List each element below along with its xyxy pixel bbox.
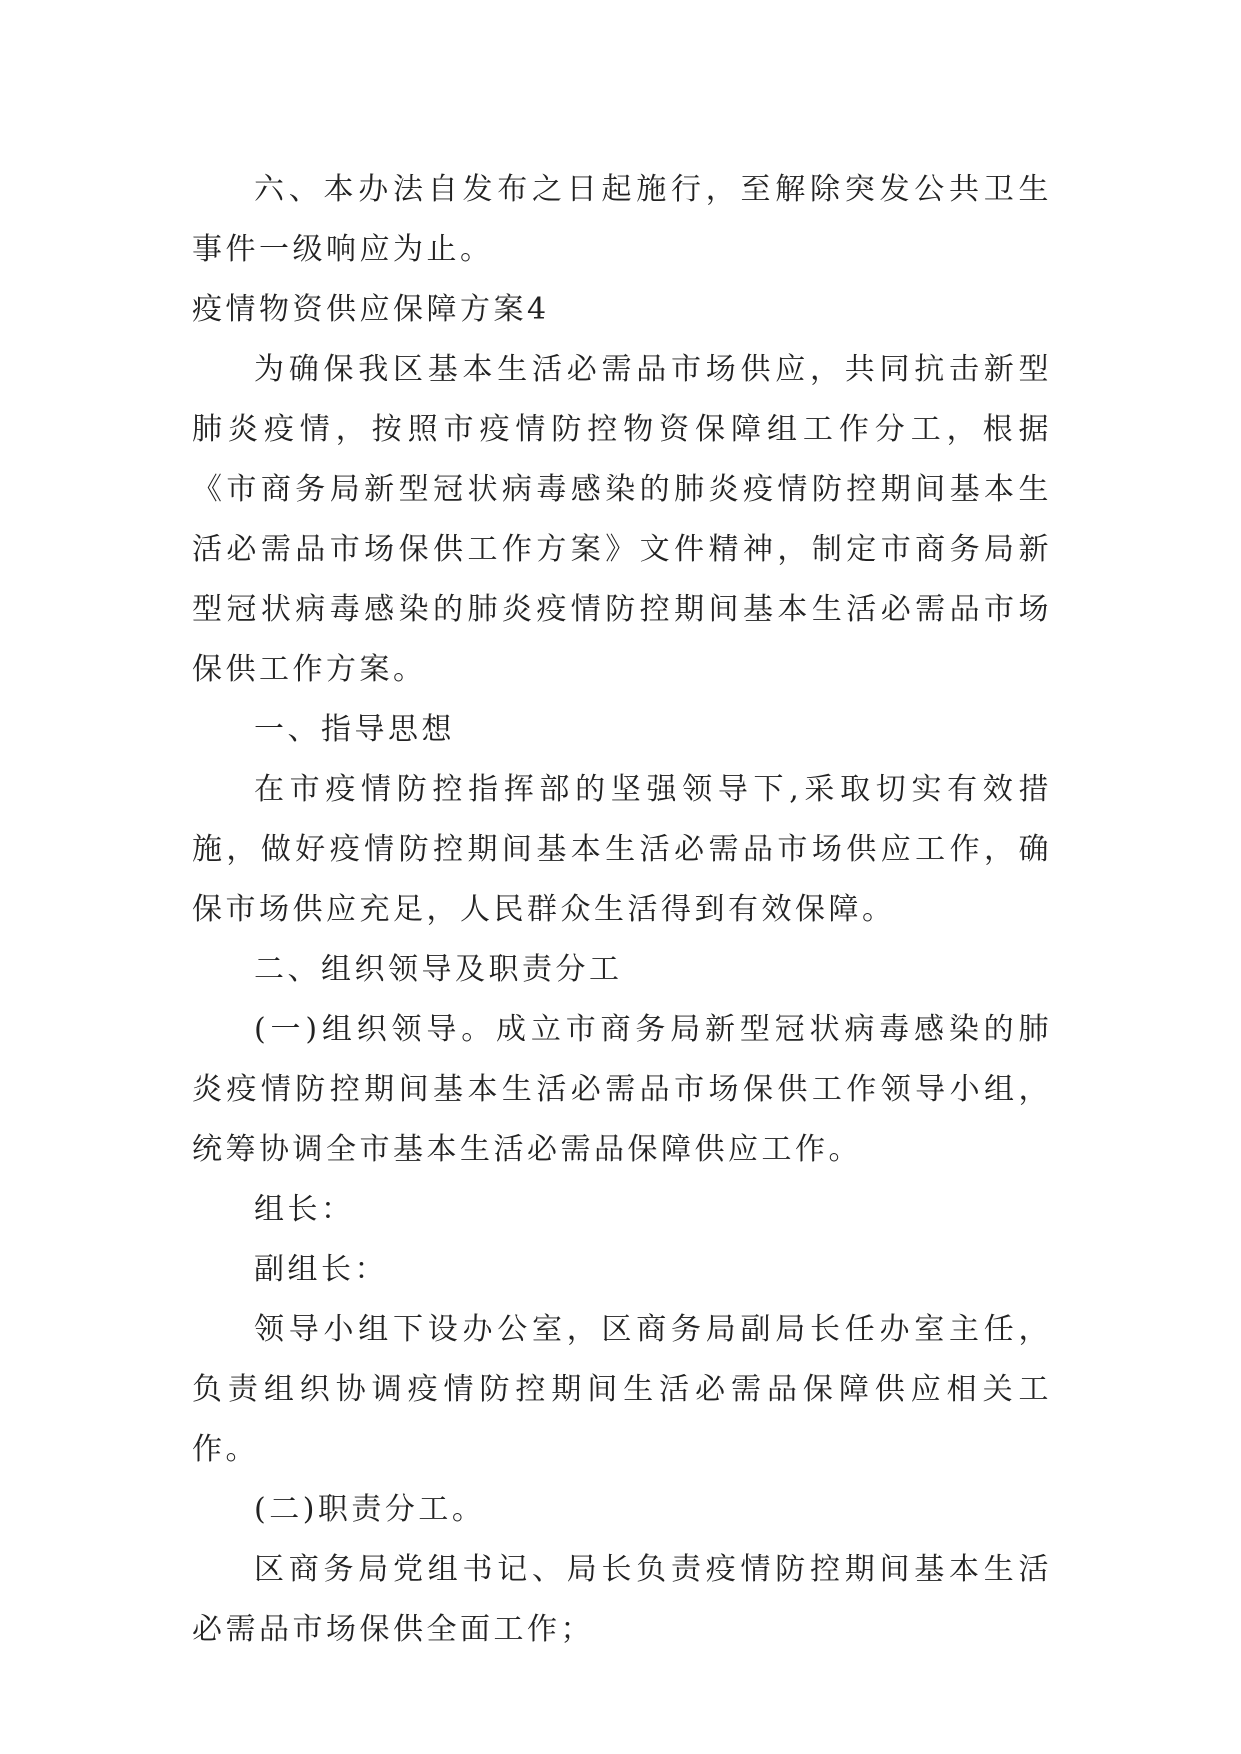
heading-organization: 二、组织领导及职责分工 <box>254 952 623 987</box>
paragraph-deputy-leader: 副组长： <box>254 1252 388 1287</box>
paragraph-guiding-ideology: 在市疫情防控指挥部的坚强领导下,采取切实有效措施，做好疫情防控期间基本生活必需品市场供应工作，确保市场供应充足，人民群众生活得到有效保障。 <box>192 772 1052 927</box>
document-body <box>192 160 1052 1660</box>
paragraph-article-six: 六、本办法自发布之日起施行，至解除突发公共卫生事件一级响应为止。 <box>192 172 1052 267</box>
heading-guiding-ideology: 一、指导思想 <box>254 712 455 747</box>
paragraph-purpose: 为确保我区基本生活必需品市场供应，共同抗击新型肺炎疫情，按照市疫情防控物资保障组工作分工，根据《市商务局新型冠状病毒感染的肺炎疫情防控期间基本生活必需品市场保供工作方案》文件精神，制定市商务局新型冠状病毒感染的肺炎疫情防控期间基本生活必需品市场保供工作方案。 <box>192 352 1052 687</box>
heading-responsibilities: (二)职责分工。 <box>254 1492 486 1527</box>
paragraph-organization-leadership: (一)组织领导。成立市商务局新型冠状病毒感染的肺炎疫情防控期间基本生活必需品市场保供工作领导小组，统筹协调全市基本生活必需品保障供应工作。 <box>192 1012 1052 1167</box>
section-title: 疫情物资供应保障方案4 <box>192 292 550 327</box>
paragraph-group-leader: 组长： <box>254 1192 355 1227</box>
paragraph-office: 领导小组下设办公室，区商务局副局长任办室主任，负责组织协调疫情防控期间生活必需品保障供应相关工作。 <box>192 1312 1052 1467</box>
paragraph-responsibilities: 区商务局党组书记、局长负责疫情防控期间基本生活必需品市场保供全面工作； <box>192 1552 1052 1647</box>
